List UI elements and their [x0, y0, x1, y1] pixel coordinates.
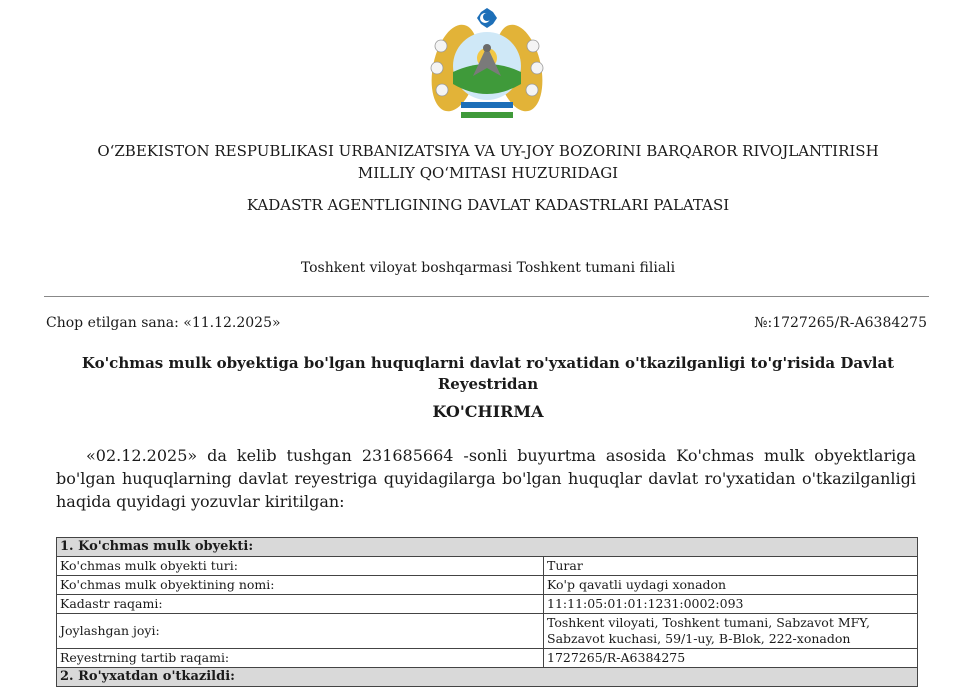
- row-label: Kadastr raqami:: [57, 595, 544, 614]
- table-section-row: [57, 668, 918, 687]
- document-title: Ko'chmas mulk obyektiga bo'lgan huquqlarni davlat ro'yxatidan o'tkazilganligi to'g'risida Davlat Reyestridan: [81, 354, 895, 393]
- organization-line-2: MILLIY QO‘MITASI HUZURIDAGI: [357, 164, 619, 182]
- table-row: [57, 614, 918, 649]
- state-emblem-icon: [425, 6, 549, 130]
- row-label: Joylashgan joyi:: [57, 614, 544, 649]
- organization-title: [0, 140, 976, 184]
- registration-number: №:1727265/R-A6384275: [754, 315, 927, 331]
- row-value: Toshkent viloyati, Toshkent tumani, Sabzavot MFY, Sabzavot kuchasi, 59/1-uy, B-Blok, 222-xonadon: [544, 614, 918, 649]
- organization-line-1: O‘ZBEKISTON RESPUBLIKASI URBANIZATSIYA VA UY-JOY BOZORINI BARQAROR RIVOJLANTIRISH: [97, 142, 879, 160]
- table-section-row: [57, 538, 918, 557]
- table-row: [57, 595, 918, 614]
- print-date: Chop etilgan sana: «11.12.2025»: [46, 315, 281, 331]
- row-value: 11:11:05:01:01:1231:0002:093: [544, 595, 918, 614]
- table-row: [57, 576, 918, 595]
- section-header-registered: 2. Ro'yxatdan o'tkazildi:: [57, 668, 918, 687]
- row-label: Reyestrning tartib raqami:: [57, 649, 544, 668]
- table-row: [57, 649, 918, 668]
- row-label: Ko'chmas mulk obyektining nomi:: [57, 576, 544, 595]
- row-label: Ko'chmas mulk obyekti turi:: [57, 557, 544, 576]
- row-value: Ko'p qavatli uydagi xonadon: [544, 576, 918, 595]
- table-row: [57, 557, 918, 576]
- organization-line-3: KADASTR AGENTLIGINING DAVLAT KADASTRLARI PALATASI: [246, 196, 730, 214]
- row-value: 1727265/R-A6384275: [544, 649, 918, 668]
- document-subtitle: KO'CHIRMA: [432, 402, 544, 421]
- property-info-table: [56, 537, 918, 687]
- section-header-property: 1. Ko'chmas mulk obyekti:: [57, 538, 918, 557]
- intro-paragraph: «02.12.2025» da kelib tushgan 231685664 -sonli buyurtma asosida Ko'chmas mulk obyektlariga bo'lgan huquqlarning davlat reyestriga quyidagilarga bo'lgan huquqlar davlat ro'yxatidan o'tkazilganligi haqida quyidagi yozuvlar kiritilgan:: [56, 446, 916, 511]
- row-value: Turar: [544, 557, 918, 576]
- branch-name: Toshkent viloyat boshqarmasi Toshkent tumani filiali: [300, 260, 676, 276]
- header-divider: [44, 296, 929, 297]
